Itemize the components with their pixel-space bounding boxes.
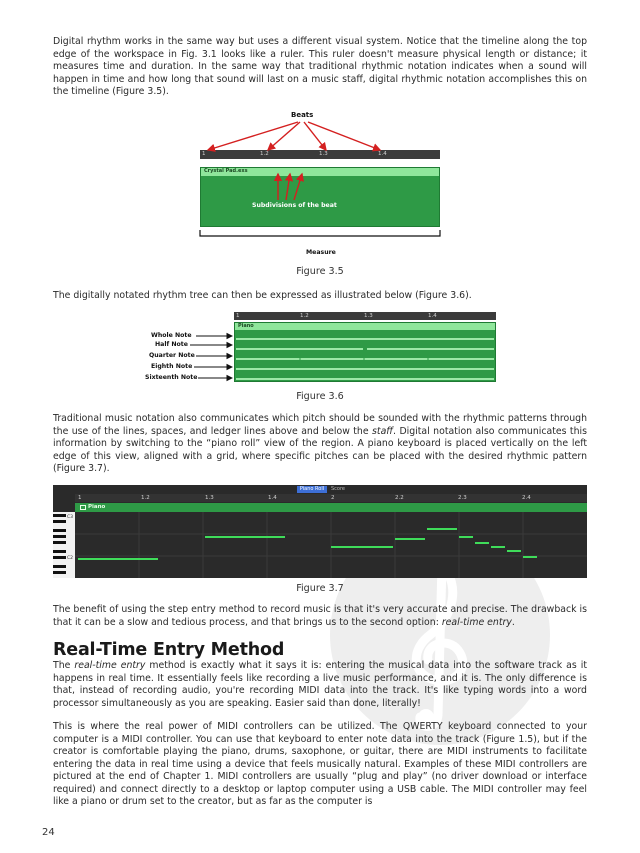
tab-piano-roll: Piano Roll [297,486,327,493]
text-emphasis: real-time entry [441,616,512,628]
ruler-tick: 2.4 [522,495,531,501]
ruler-tick: 1 [78,495,82,501]
ruler-tick: 1.2 [300,313,309,319]
figure-3-5 [190,108,450,258]
label-eighth-note: Eighth Note [151,363,193,370]
text-segment: . Digital notation also communicates this information by switching to the “piano roll” view of the region. A piano keyboard is placed vertically on the left edge of this view, aligned with a grid, where specific pitches can be placed with the desired rhythmic pattern (Figure 3.7). [53,425,587,474]
midi-note [523,556,537,558]
midi-note [491,546,505,548]
ruler-tick: 2.2 [395,495,404,501]
midi-note [507,550,521,552]
midi-note [395,538,425,540]
text-emphasis: staff [372,425,394,437]
region-header: Piano [235,323,495,330]
subdivisions-label: Subdivisions of the beat [252,202,337,209]
piano-keys [53,512,75,578]
text-emphasis: real-time entry [74,660,146,671]
ruler-tick: 2.3 [458,495,467,501]
key-label-c2: C2 [67,556,74,561]
paragraph-digital-rhythm: Digital rhythm works in the same way but uses a different visual system. Notice that the timeline along the top edge of the workspace in Fig. 3.1 looks like a ruler. This ruler doesn't measure physical length or distance; it measures time and duration. In the same way that traditional rhythmic notation indicates when a sound will happen in time and how long that sound will last on a music staff, digital rhythmic notation accomplishes this on the timeline (Figure 3.5). [53,36,587,97]
tab-score: Score [331,486,346,492]
label-half-note: Half Note [155,341,188,348]
paragraph-step-entry [53,604,587,629]
text-segment: The [53,660,75,671]
piano-roll-grid [75,512,587,578]
midi-note [205,536,285,538]
arrows-overlay [140,312,500,384]
timeline-ruler [75,494,587,502]
page-number: 24 [42,827,55,838]
paragraph-real-time-entry [53,660,587,710]
text-segment: method is exactly what it says it is: entering the musical data into the software track as it happens in real time. It essentially feels like recording a live music performance, and it is. The only difference is that, instead of recording audio, you're recording MIDI data into the track. It's like typing words into a word processor simultaneously as you are speaking. Easier said than done, literally! [53,660,587,709]
label-whole-note: Whole Note [151,332,192,339]
midi-note [459,536,473,538]
caption-figure-3-5: Figure 3.5 [296,266,344,277]
ruler-tick: 1.3 [319,151,328,157]
label-sixteenth-note: Sixteenth Note [145,374,198,381]
paragraph-midi-controllers: This is where the real power of MIDI controllers can be utilized. The QWERTY keyboard connected to your computer is a MIDI controller. You can use that keyboard to enter note data into the track (Figure 1.5), but if the creator is comfortable playing the piano, drums, saxophone, or guitar, there are MIDI instruments to facilitate entering the data in real time using a device that feels musically natural. Examples of these MIDI controllers are pictured at the end of Chapter 1. MIDI controllers are usually “plug and play” (no driver download or interface required) and connect directly to a desktop or laptop computer using a USB cable. The MIDI controller may feel like a piano or drum set to the creator, but as far as the computer is [53,721,587,807]
region-loop-icon [80,505,86,510]
text-segment: . [511,616,515,628]
key-label-c3: C3 [67,515,74,520]
caption-figure-3-7: Figure 3.7 [296,583,344,594]
region-header: Crystal Pad.exs [201,168,439,176]
piano-keyboard [53,512,75,578]
ruler-tick: 1.3 [364,313,373,319]
midi-note [78,558,158,560]
ruler-tick: 1 [202,151,206,157]
text-segment: The benefit of using the step entry method to record music is that it's very accurate and precise. The drawback is that it can be a slow and tedious process, and that brings us to the second option: [53,604,587,628]
section-heading: Real-Time Entry Method [53,640,285,660]
figure-3-6 [140,312,500,384]
ruler-tick: 1.2 [260,151,269,157]
arrows-overlay [190,108,450,258]
ruler-tick: 1.4 [268,495,277,501]
ruler-tick: 1.4 [428,313,437,319]
midi-note [475,542,489,544]
figure-3-7 [53,485,587,578]
label-quarter-note: Quarter Note [149,352,195,359]
text-segment: Traditional music notation also communicates which pitch should be sounded with the rhythmic patterns through the use of the lines, spaces, and ledger lines above and below the [53,413,587,437]
paragraph-piano-roll [53,413,587,476]
caption-figure-3-6: Figure 3.6 [296,391,344,402]
measure-label: Measure [306,249,336,256]
ruler-tick: 2 [331,495,335,501]
ruler-tick: 1.4 [378,151,387,157]
midi-note [427,528,457,530]
beats-label: Beats [291,111,314,119]
region-name: Piano [88,504,106,510]
paragraph-rhythm-tree: The digitally notated rhythm tree can then be expressed as illustrated below (Figure 3.6). [53,290,472,301]
midi-note [331,546,393,548]
ruler-tick: 1 [236,313,240,319]
region-header-bar [75,503,587,512]
ruler-tick: 1.2 [141,495,150,501]
ruler-tick: 1.3 [205,495,214,501]
